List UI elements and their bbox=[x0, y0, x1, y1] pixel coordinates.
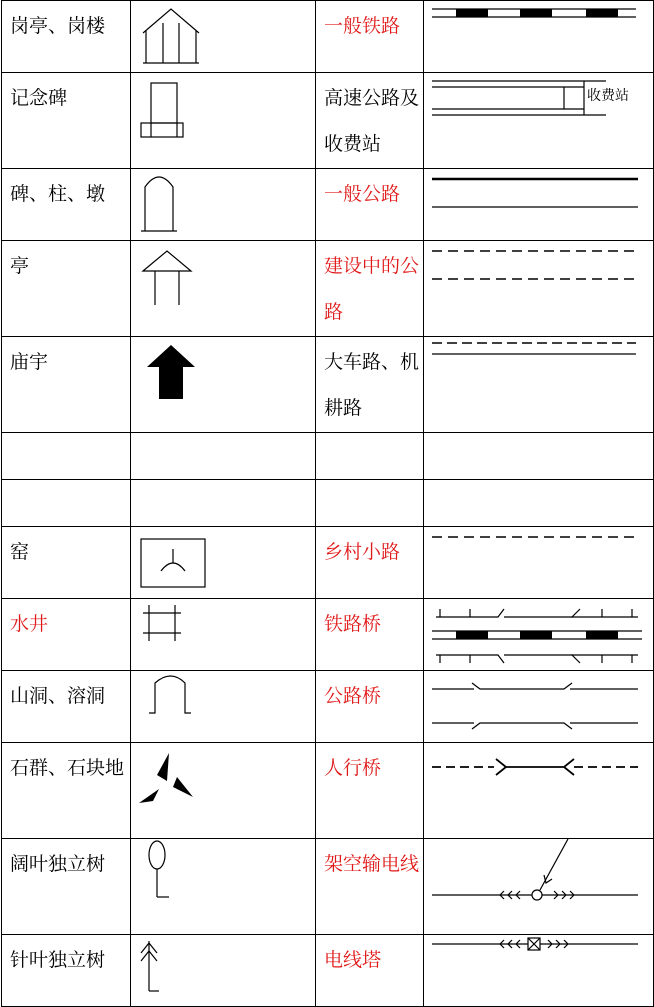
cart-road-symbol bbox=[424, 337, 654, 433]
legend-name: 公路桥 bbox=[316, 671, 424, 743]
table-row bbox=[2, 743, 654, 839]
rock-group-symbol bbox=[131, 743, 316, 839]
empty-cell bbox=[424, 480, 654, 527]
legend-table bbox=[1, 0, 654, 1007]
legend-name: 亭 bbox=[2, 241, 131, 337]
legend-name: 一般铁路 bbox=[316, 1, 424, 73]
conifer-tree-symbol bbox=[131, 935, 316, 1007]
table-row bbox=[2, 935, 654, 1007]
legend-name: 石群、石块地 bbox=[2, 743, 131, 839]
legend-name bbox=[2, 433, 131, 480]
legend-name bbox=[316, 480, 424, 527]
pylon-symbol bbox=[424, 935, 654, 1007]
railway-symbol bbox=[424, 1, 654, 73]
table-row bbox=[2, 433, 654, 480]
legend-name: 大车路、机耕路 bbox=[316, 337, 424, 433]
legend-name: 山洞、溶洞 bbox=[2, 671, 131, 743]
legend-name: 高速公路及收费站 bbox=[316, 73, 424, 169]
empty-cell bbox=[131, 433, 316, 480]
table-row bbox=[2, 527, 654, 599]
village-path-symbol bbox=[424, 527, 654, 599]
legend-name: 庙宇 bbox=[2, 337, 131, 433]
table-row bbox=[2, 241, 654, 337]
legend-name: 阔叶独立树 bbox=[2, 839, 131, 935]
railway-bridge-symbol bbox=[424, 599, 654, 671]
broadleaf-tree-symbol bbox=[131, 839, 316, 935]
sentry-post-symbol bbox=[131, 1, 316, 73]
pavilion-symbol bbox=[131, 241, 316, 337]
well-symbol bbox=[131, 599, 316, 671]
road-symbol bbox=[424, 169, 654, 241]
table-row bbox=[2, 480, 654, 527]
legend-name: 一般公路 bbox=[316, 169, 424, 241]
legend-name: 建设中的公路 bbox=[316, 241, 424, 337]
legend-name: 水井 bbox=[2, 599, 131, 671]
legend-name: 乡村小路 bbox=[316, 527, 424, 599]
table-row bbox=[2, 839, 654, 935]
pillar-symbol bbox=[131, 169, 316, 241]
kiln-symbol bbox=[131, 527, 316, 599]
legend-name: 架空输电线 bbox=[316, 839, 424, 935]
legend-name: 岗亭、岗楼 bbox=[2, 1, 131, 73]
toll-label: 收费站 bbox=[587, 88, 629, 104]
empty-cell bbox=[131, 480, 316, 527]
table-row bbox=[2, 337, 654, 433]
cave-symbol bbox=[131, 671, 316, 743]
monument-symbol bbox=[131, 73, 316, 169]
legend-name bbox=[2, 480, 131, 527]
legend-name: 人行桥 bbox=[316, 743, 424, 839]
legend-name: 电线塔 bbox=[316, 935, 424, 1007]
footbridge-symbol bbox=[424, 743, 654, 839]
table-row bbox=[2, 671, 654, 743]
legend-name bbox=[316, 433, 424, 480]
legend-name: 记念碑 bbox=[2, 73, 131, 169]
road-bridge-symbol bbox=[424, 671, 654, 743]
temple-symbol bbox=[131, 337, 316, 433]
empty-cell bbox=[424, 433, 654, 480]
road-under-construction-symbol bbox=[424, 241, 654, 337]
table-row bbox=[2, 169, 654, 241]
power-line-symbol bbox=[424, 839, 654, 935]
legend-name: 针叶独立树 bbox=[2, 935, 131, 1007]
legend-name: 碑、柱、墩 bbox=[2, 169, 131, 241]
legend-name: 铁路桥 bbox=[316, 599, 424, 671]
table-row bbox=[2, 1, 654, 73]
legend-name: 窑 bbox=[2, 527, 131, 599]
table-row bbox=[2, 73, 654, 169]
table-row bbox=[2, 599, 654, 671]
expressway-toll-symbol bbox=[424, 73, 654, 169]
